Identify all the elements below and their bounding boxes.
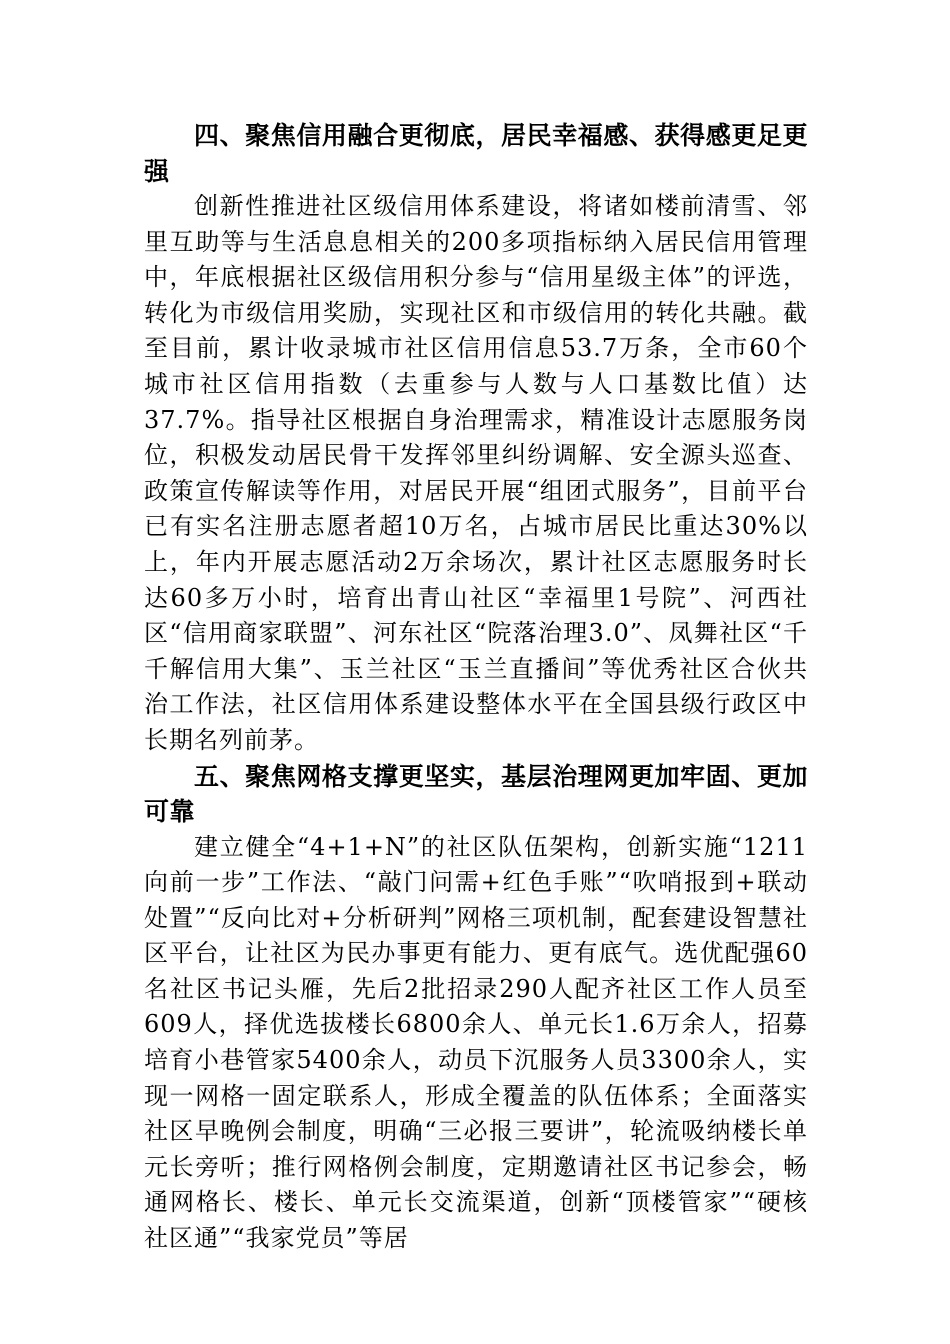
section-5-paragraph: 建立健全“4+1+N”的社区队伍架构，创新实施“1211向前一步”工作法、“敲门问需+红色手账”“吹哨报到+联动处置”“反向比对+分析研判”网格三项机制，配套建设智慧社区平台，让社区为民办事更有能力、更有底气。选优配强60名社区书记头雁，先后2批招录290人配齐社区工作人员至609人，择优选拔楼长6800余人、单元长1.6万余人，招募培育小巷管家5400余人，动员下沉服务人员3300余人，实现一网格一固定联系人，形成全覆盖的队伍体系；全面落实社区早晚例会制度，明确“三必报三要讲”，轮流吸纳楼长单元长旁听；推行网格例会制度，定期邀请社区书记参会，畅通网格长、楼长、单元长交流渠道，创新“顶楼管家”“硬核社区通”“我家党员”等居	[144, 832, 808, 1253]
section-5-heading: 五、聚焦网格支撑更坚实，基层治理网更加牢固、更加可靠	[144, 761, 808, 826]
document-page	[144, 118, 808, 1257]
section-4-paragraph: 创新性推进社区级信用体系建设，将诸如楼前清雪、邻里互助等与生活息息相关的200多项指标纳入居民信用管理中，年底根据社区级信用积分参与“信用星级主体”的评选，转化为市级信用奖励，实现社区和市级信用的转化共融。截至目前，累计收录城市社区信用信息53.7万条，全市60个城市社区信用指数（去重参与人数与人口基数比值）达37.7%。指导社区根据自身治理需求，精准设计志愿服务岗位，积极发动居民骨干发挥邻里纠纷调解、安全源头巡查、政策宣传解读等作用，对居民开展“组团式服务”，目前平台已有实名注册志愿者超10万名，占城市居民比重达30%以上，年内开展志愿活动2万余场次，累计社区志愿服务时长达60多万小时，培育出青山社区“幸福里1号院”、河西社区“信用商家联盟”、河东社区“院落治理3.0”、凤舞社区“千千解信用大集”、玉兰社区“玉兰直播间”等优秀社区合伙共治工作法，社区信用体系建设整体水平在全国县级行政区中长期名列前茅。	[144, 192, 808, 754]
section-4-heading: 四、聚焦信用融合更彻底，居民幸福感、获得感更足更强	[144, 121, 808, 186]
